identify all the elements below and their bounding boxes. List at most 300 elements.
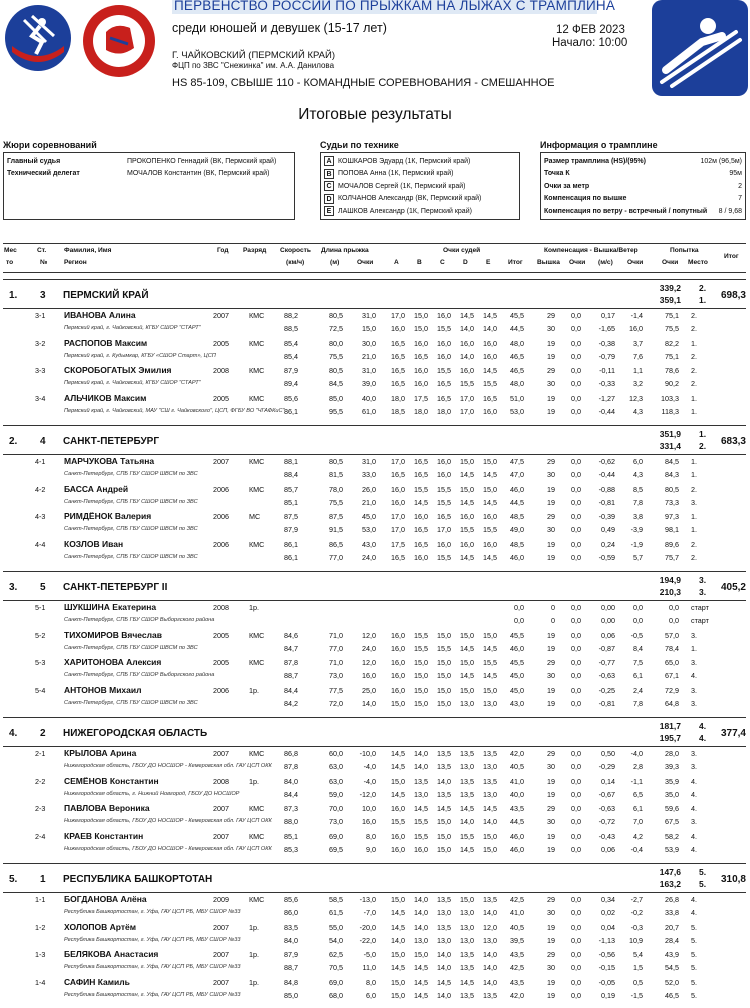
cell-round-pts: 28,4 <box>665 935 679 945</box>
cell-dist: 58,5 <box>329 895 343 904</box>
cell-speed: 85,0 <box>284 990 298 1000</box>
cell-round-pts: 75,7 <box>665 552 679 562</box>
cell-gate: 29 <box>547 311 555 320</box>
judges-key: C <box>324 181 334 191</box>
cell-wind: 0,06 <box>601 630 615 640</box>
athlete-class: КМС <box>249 484 265 494</box>
cell-judge-a: 15,5 <box>391 817 405 826</box>
team-total: 405,2 <box>720 582 746 593</box>
cell-judge-c: 13,5 <box>437 895 451 904</box>
cell-judge-b: 14,5 <box>414 963 428 972</box>
athlete-year: 2005 <box>213 393 229 403</box>
cell-dist-pts: -4,0 <box>363 776 376 786</box>
cell-judge-c: 16,0 <box>437 311 451 320</box>
cell-gate-pts: 0,0 <box>571 470 581 479</box>
cell-judge-a: 15,0 <box>391 990 405 1000</box>
cell-wind-pts: 2,4 <box>633 685 643 695</box>
cell-round-place: 3. <box>691 658 697 667</box>
cell-round-pts: 64,8 <box>665 698 679 708</box>
header <box>0 0 750 112</box>
cell-gate-pts: 0,0 <box>571 817 581 826</box>
cell-judge-total: 42,5 <box>510 963 524 972</box>
team-row <box>3 717 746 747</box>
athlete-row <box>3 976 746 1004</box>
cell-gate-pts: 0,0 <box>571 630 581 640</box>
athlete-class: 1р. <box>249 977 259 987</box>
cell-judge-d: 17,0 <box>460 406 474 416</box>
cell-judge-total: 44,5 <box>510 324 524 333</box>
cell-judge-d: 14,0 <box>460 324 474 333</box>
cell-dist: 91,5 <box>329 525 343 534</box>
cell-round-place: 4. <box>691 776 697 786</box>
athlete-year: 2007 <box>213 457 229 466</box>
athlete-bib: 4-1 <box>35 457 46 466</box>
cell-judge-total: 43,5 <box>510 977 524 987</box>
cell-judge-d: 16,0 <box>460 366 474 375</box>
team-name: НИЖЕГОРОДСКАЯ ОБЛАСТЬ <box>63 728 208 739</box>
cell-round-pts: 67,1 <box>665 671 679 680</box>
cell-judge-e: 16,0 <box>483 338 497 348</box>
athlete-bib: 5-1 <box>35 603 46 612</box>
athlete-name: АНТОНОВ Михаил <box>64 684 142 695</box>
cell-gate: 29 <box>547 658 555 667</box>
athlete-name: МАРЧУКОВА Татьяна <box>64 456 155 466</box>
cell-judge-a: 16,0 <box>391 671 405 680</box>
athlete-year: 2005 <box>213 630 229 640</box>
cell-wind: -0,11 <box>599 366 615 375</box>
cell-judge-a: 15,0 <box>391 698 405 708</box>
cell-judge-e: 13,0 <box>483 762 497 771</box>
team-name: ПЕРМСКИЙ КРАЙ <box>63 290 149 301</box>
athlete-name: БОГДАНОВА Алёна <box>64 894 147 904</box>
cell-judge-e: 14,0 <box>483 963 497 972</box>
athlete-name: САФИН Камиль <box>64 976 130 987</box>
cell-judge-b: 15,0 <box>414 950 428 959</box>
team-row <box>3 279 746 309</box>
cell-round-pts: 59,6 <box>665 804 679 813</box>
cell-judge-b: 14,0 <box>414 749 428 758</box>
col-rank: Мес <box>4 247 17 254</box>
cell-wind: -0,33 <box>598 379 615 388</box>
cell-judge-d: 16,0 <box>460 512 474 521</box>
cell-gate: 19 <box>547 393 555 403</box>
cell-round-pts: 33,8 <box>665 908 679 917</box>
cell-judge-a: 16,5 <box>391 338 405 348</box>
athlete-row <box>3 775 746 803</box>
cell-wind-pts: -4,0 <box>630 749 643 758</box>
cell-speed: 87,3 <box>284 804 298 813</box>
cell-round-place: 5. <box>691 963 697 972</box>
cell-wind-pts: 4,2 <box>633 831 643 841</box>
cell-judge-total: 0,0 <box>514 603 524 612</box>
cell-dist-pts: 33,0 <box>362 470 376 479</box>
hill-row <box>544 193 742 206</box>
cell-judge-e: 13,5 <box>483 895 497 904</box>
cell-judge-c: 18,0 <box>437 406 451 416</box>
cell-speed: 88,1 <box>284 457 298 466</box>
cell-dist: 54,0 <box>329 935 343 945</box>
cell-dist: 80,5 <box>329 457 343 466</box>
jury-row <box>7 155 291 168</box>
cell-round-pts: 67,5 <box>665 817 679 826</box>
cell-dist-pts: 30,0 <box>362 338 376 348</box>
cell-round-pts: 103,3 <box>661 393 679 403</box>
cell-wind: 0,00 <box>601 616 615 625</box>
athlete-bib: 3-3 <box>35 366 46 375</box>
cell-judge-d: 15,5 <box>460 831 474 841</box>
athlete-bib: 5-4 <box>35 685 46 695</box>
team-round1-place: 1. <box>699 429 707 439</box>
athlete-name: РИМДЁНОК Валерия <box>64 511 152 521</box>
cell-dist-pts: 15,0 <box>362 324 376 333</box>
judges-key: E <box>324 206 334 216</box>
athlete-name: БЕЛЯКОВА Анастасия <box>64 949 159 959</box>
cell-judge-e: 15,5 <box>483 658 497 667</box>
cell-dist: 70,5 <box>329 963 343 972</box>
cell-dist: 80,5 <box>329 366 343 375</box>
team-bib: 2 <box>40 728 46 739</box>
cell-wind-pts: 5,7 <box>633 552 643 562</box>
cell-judge-d: 14,0 <box>460 351 474 361</box>
athlete-row <box>3 455 746 483</box>
cell-dist-pts: 53,0 <box>362 525 376 534</box>
cell-round-place: 3. <box>691 497 697 507</box>
cell-dist-pts: 24,0 <box>362 552 376 562</box>
cell-judge-a: 16,0 <box>391 324 405 333</box>
cell-dist: 55,0 <box>329 922 343 932</box>
cell-round-place: 3. <box>691 630 697 640</box>
cell-speed: 85,1 <box>284 497 298 507</box>
athlete-name: АЛЬЧИКОВ Максим <box>64 392 147 403</box>
cell-dist-pts: 24,0 <box>362 643 376 653</box>
athlete-club: Республика Башкортостан, г. Уфа, ГАУ ЦСП РБ, МБУ СШОР №33 <box>64 964 241 970</box>
cell-judge-d: 15,0 <box>460 630 474 640</box>
cell-judge-e: 14,0 <box>483 324 497 333</box>
cell-dist: 80,5 <box>329 311 343 320</box>
cell-gate-pts: 0,0 <box>571 935 581 945</box>
cell-judge-c: 13,5 <box>437 789 451 799</box>
cell-speed: 86,0 <box>284 908 298 917</box>
cell-judge-b: 15,0 <box>414 658 428 667</box>
athlete-name: ШУКШИНА Екатерина <box>64 602 157 612</box>
competition-subtitle: среди юношей и девушек (15-17 лет) <box>172 21 387 35</box>
athlete-club: Санкт-Петербург, СПБ ГБУ СШОР ШВСМ по ЗВС <box>64 471 198 477</box>
cell-round-place: 1. <box>691 406 697 416</box>
cell-dist: 87,5 <box>329 512 343 521</box>
athlete-class: 1р. <box>249 922 259 932</box>
judges-title: Судьи по технике <box>320 140 399 150</box>
cell-gate-pts: 0,0 <box>571 525 581 534</box>
cell-dist-pts: 9,0 <box>366 844 376 854</box>
cell-judge-c: 15,5 <box>437 643 451 653</box>
judges-box <box>320 140 520 220</box>
cell-judge-a: 16,0 <box>391 831 405 841</box>
cell-judge-e: 12,0 <box>483 922 497 932</box>
cell-wind-pts: -0,4 <box>630 844 643 854</box>
cell-speed: 88,2 <box>284 311 298 320</box>
cell-round-place: 2. <box>691 311 697 320</box>
cell-dist-pts: 26,0 <box>362 484 376 494</box>
cell-dist-pts: 40,0 <box>362 393 376 403</box>
athlete-club: Санкт-Петербург, СПБ ГБУ СШОР ШВСМ по ЗВС <box>64 699 198 706</box>
team-position: 5. <box>9 874 18 885</box>
cell-dist: 72,5 <box>329 324 343 333</box>
athlete-year: 2006 <box>213 539 229 549</box>
cell-wind-pts: 1,5 <box>633 963 643 972</box>
cell-speed: 85,1 <box>284 831 298 841</box>
cell-dist: 95,5 <box>329 406 343 416</box>
cell-judge-total: 44,5 <box>510 497 524 507</box>
cell-round-place: 5. <box>691 922 697 932</box>
cell-gate-pts: 0,0 <box>571 990 581 1000</box>
cell-gate: 19 <box>547 643 555 653</box>
cell-wind: -0,05 <box>598 977 615 987</box>
cell-gate: 19 <box>547 497 555 507</box>
cell-judge-e: 14,5 <box>483 311 497 320</box>
cell-round-pts: 26,8 <box>665 895 679 904</box>
cell-wind: 0,19 <box>601 990 615 1000</box>
cell-speed: 85,6 <box>284 895 298 904</box>
cell-judge-c: 15,5 <box>437 366 451 375</box>
cell-gate: 19 <box>547 698 555 708</box>
cell-round-place: 3. <box>691 685 697 695</box>
cell-judge-c: 14,5 <box>437 804 451 813</box>
cell-judge-a: 15,0 <box>391 776 405 786</box>
cell-judge-b: 16,5 <box>414 539 428 549</box>
cell-gate: 19 <box>547 630 555 640</box>
cell-wind-pts: -2,7 <box>630 895 643 904</box>
athlete-name: КРАЕВ Константин <box>64 830 144 841</box>
cell-wind-pts: -1,5 <box>630 990 643 1000</box>
cell-judge-b: 15,0 <box>414 324 428 333</box>
cell-speed: 83,5 <box>284 922 298 932</box>
cell-judge-a: 16,0 <box>391 643 405 653</box>
cell-gate-pts: 0,0 <box>571 379 581 388</box>
athlete-class: КМС <box>249 804 265 813</box>
cell-gate-pts: 0,0 <box>571 762 581 771</box>
judges-value: ЛАШКОВ Александр (1К, Пермский край) <box>338 207 472 215</box>
cell-dist-pts: -13,0 <box>359 895 376 904</box>
cell-wind: 0,17 <box>601 311 615 320</box>
cell-gate-pts: 0,0 <box>571 749 581 758</box>
col-dist-pts: Очки <box>357 259 374 266</box>
judges-key: B <box>324 169 334 179</box>
cell-gate: 30 <box>547 324 555 333</box>
athlete-bib: 4-2 <box>35 484 46 494</box>
cell-wind: 0,34 <box>601 895 615 904</box>
cell-judge-a: 17,0 <box>391 512 405 521</box>
col-bib: Ст. <box>37 247 47 254</box>
athlete-year: 2005 <box>213 658 229 667</box>
cell-wind: -0,59 <box>598 552 615 562</box>
team-round1-points: 194,9 <box>659 575 681 585</box>
cell-gate-pts: 0,0 <box>571 977 581 987</box>
hill-key: Точка К <box>544 170 570 178</box>
jury-key: Главный судья <box>7 157 61 165</box>
cell-dist-pts: -22,0 <box>359 935 376 945</box>
cell-dist: 77,0 <box>329 643 343 653</box>
cell-judge-a: 16,5 <box>391 366 405 375</box>
cell-judge-total: 42,0 <box>510 749 524 758</box>
col-judge-a: A <box>394 259 399 266</box>
cell-wind: -0,88 <box>598 484 615 494</box>
cell-judge-c: 15,0 <box>437 844 451 854</box>
cell-round-place: старт <box>691 603 709 612</box>
cell-judge-b: 14,5 <box>414 804 428 813</box>
cell-judge-c: 14,0 <box>437 963 451 972</box>
cell-judge-b: 14,0 <box>414 762 428 771</box>
col-judges: Очки судей <box>443 247 481 254</box>
col-speed: Скорость <box>280 247 311 254</box>
cell-dist-pts: 61,0 <box>362 406 376 416</box>
cell-speed: 88,0 <box>284 817 298 826</box>
cell-judge-total: 45,5 <box>510 311 524 320</box>
cell-wind-pts: 5,4 <box>633 950 643 959</box>
cell-judge-c: 16,5 <box>437 379 451 388</box>
cell-speed: 87,8 <box>284 658 298 667</box>
cell-wind-pts: 2,8 <box>633 762 643 771</box>
athlete-bib: 3-4 <box>35 393 46 403</box>
athlete-class: КМС <box>249 457 265 466</box>
judges-row <box>324 205 516 218</box>
cell-gate: 19 <box>547 922 555 932</box>
team-round1-place: 3. <box>699 575 707 585</box>
cell-speed: 88,4 <box>284 470 298 479</box>
cell-judge-e: 14,0 <box>483 908 497 917</box>
cell-judge-b: 16,5 <box>414 457 428 466</box>
cell-judge-b: 16,5 <box>414 470 428 479</box>
cell-judge-a: 18,5 <box>391 406 405 416</box>
athlete-name: ПАВЛОВА Вероника <box>64 803 150 813</box>
hill-key: Компенсация по вышке <box>544 195 627 203</box>
cell-dist: 73,0 <box>329 817 343 826</box>
athlete-club: Нижегородская область, ГБОУ ДО НОСШОР - Кемеровская обл. ГАУ ЦСП ОКК <box>64 845 272 852</box>
cell-gate-pts: 0,0 <box>571 497 581 507</box>
athlete-name: РАСПОПОВ Максим <box>64 337 148 348</box>
cell-judge-a: 16,0 <box>391 497 405 507</box>
cell-judge-b: 15,5 <box>414 831 428 841</box>
col-dist: Длина прыжка <box>321 247 369 254</box>
cell-round-place: 4. <box>691 908 697 917</box>
cell-dist-pts: 16,0 <box>362 671 376 680</box>
cell-wind: 0,02 <box>601 908 615 917</box>
cell-judge-total: 46,5 <box>510 351 524 361</box>
team-round1-points: 351,9 <box>659 429 681 439</box>
athlete-bib: 3-2 <box>35 338 46 348</box>
athlete-club: Пермский край, г. Чайковский, КГБУ СШОР "СТАРТ" <box>64 380 201 386</box>
cell-judge-b: 13,5 <box>414 776 428 786</box>
cell-judge-total: 49,0 <box>510 525 524 534</box>
cell-judge-total: 41,0 <box>510 776 524 786</box>
cell-wind: -0,67 <box>598 789 615 799</box>
cell-judge-e: 16,5 <box>483 393 497 403</box>
athlete-row <box>3 893 746 921</box>
cell-judge-total: 42,0 <box>510 990 524 1000</box>
cell-gate: 29 <box>547 804 555 813</box>
cell-judge-a: 16,0 <box>391 484 405 494</box>
athlete-year: 2007 <box>213 831 229 841</box>
cell-dist: 60,0 <box>329 749 343 758</box>
judges-value: КОЛЧАНОВ Александр (ВК, Пермский край) <box>338 195 482 203</box>
cell-wind-pts: 3,8 <box>633 512 643 521</box>
cell-judge-e: 14,5 <box>483 804 497 813</box>
team-bib: 1 <box>40 874 46 885</box>
start-time: Начало: 10:00 <box>552 37 628 49</box>
cell-judge-d: 13,5 <box>460 950 474 959</box>
cell-judge-c: 15,0 <box>437 658 451 667</box>
cell-wind-pts: 12,3 <box>629 393 643 403</box>
cell-wind-pts: 8,5 <box>633 484 643 494</box>
cell-judge-b: 16,5 <box>414 525 428 534</box>
cell-dist: 61,5 <box>329 908 343 917</box>
athlete-class: КМС <box>249 393 265 403</box>
athlete-row <box>3 392 746 420</box>
athlete-class: 1р. <box>249 685 259 695</box>
cell-round-pts: 20,7 <box>665 922 679 932</box>
cell-round-place: 3. <box>691 698 697 708</box>
cell-judge-d: 14,5 <box>460 804 474 813</box>
cell-wind: -1,27 <box>598 393 615 403</box>
cell-speed: 85,4 <box>284 338 298 348</box>
cell-judge-d: 16,0 <box>460 539 474 549</box>
cell-round-pts: 78,4 <box>665 643 679 653</box>
athlete-name: ХОЛОПОВ Артём <box>64 921 137 932</box>
cell-judge-a: 14,5 <box>391 789 405 799</box>
athlete-bib: 2-2 <box>35 776 46 786</box>
cell-round-place: 4. <box>691 844 697 854</box>
cell-round-place: 2. <box>691 366 697 375</box>
cell-round-place: 5. <box>691 950 697 959</box>
cell-gate-pts: 0,0 <box>571 366 581 375</box>
cell-judge-total: 45,0 <box>510 685 524 695</box>
cell-judge-d: 14,0 <box>460 817 474 826</box>
cell-gate: 19 <box>547 406 555 416</box>
cell-judge-c: 13,0 <box>437 908 451 917</box>
cell-round-place: 4. <box>691 789 697 799</box>
cell-judge-b: 17,5 <box>414 393 428 403</box>
cell-judge-c: 15,5 <box>437 484 451 494</box>
cell-judge-c: 15,5 <box>437 552 451 562</box>
cell-judge-b: 16,0 <box>414 512 428 521</box>
cell-judge-a: 16,5 <box>391 379 405 388</box>
col-year: Год <box>217 247 229 254</box>
team-total: 310,8 <box>720 874 746 885</box>
hill-value: 2 <box>738 182 742 190</box>
athlete-name: КРЫЛОВА Арина <box>64 748 137 758</box>
cell-judge-b: 13,0 <box>414 935 428 945</box>
cell-judge-d: 14,5 <box>460 671 474 680</box>
cell-wind-pts: -1,1 <box>630 776 643 786</box>
cell-round-place: 2. <box>691 539 697 549</box>
cell-speed: 84,4 <box>284 685 298 695</box>
jury-value: МОЧАЛОВ Константин (ВК, Пермский край) <box>127 170 270 178</box>
team-name: САНКТ-ПЕТЕРБУРГ II <box>63 582 168 593</box>
cell-wind-pts: 0,0 <box>633 616 643 625</box>
cell-round-pts: 75,5 <box>665 324 679 333</box>
cell-wind: 0,49 <box>601 525 615 534</box>
cell-speed: 84,4 <box>284 789 298 799</box>
cell-judge-a: 14,5 <box>391 908 405 917</box>
cell-wind: -0,44 <box>598 406 615 416</box>
team-round1-points: 339,2 <box>659 283 681 293</box>
cell-judge-c: 15,0 <box>437 685 451 695</box>
cell-judge-c: 14,0 <box>437 776 451 786</box>
athlete-class: 1р. <box>249 603 259 612</box>
cell-judge-a: 14,5 <box>391 762 405 771</box>
team-round2-points: 163,2 <box>659 879 681 889</box>
team-name: САНКТ-ПЕТЕРБУРГ <box>63 436 160 447</box>
cell-gate-pts: 0,0 <box>571 643 581 653</box>
